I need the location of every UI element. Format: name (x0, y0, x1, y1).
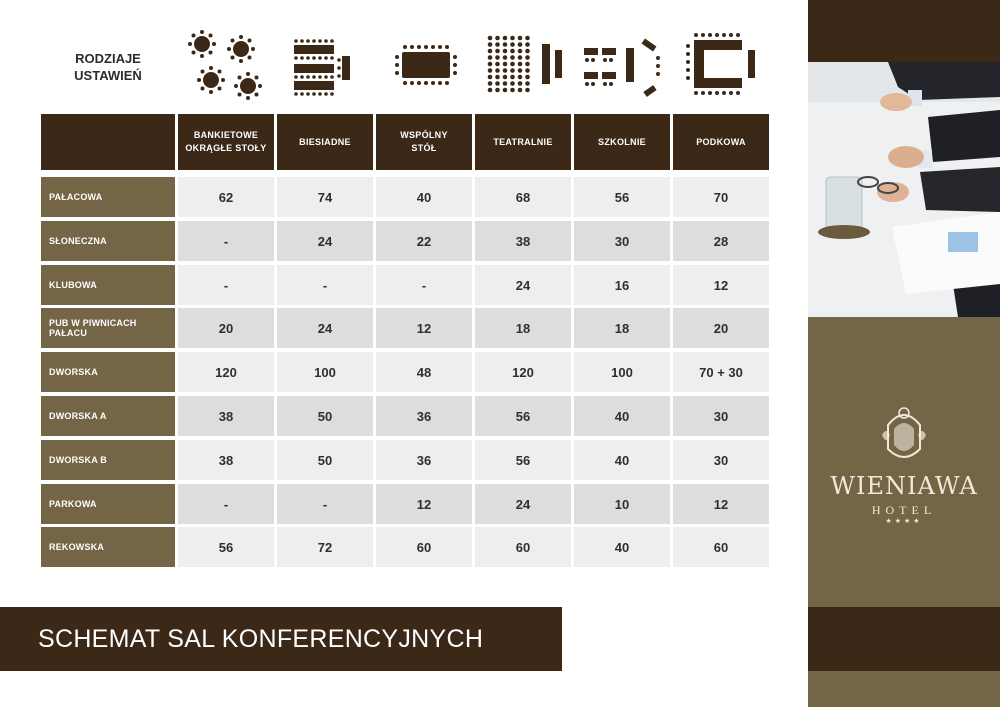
table-cell: 72 (277, 527, 373, 567)
table-cell: 56 (178, 527, 274, 567)
table-cell: 30 (673, 396, 769, 436)
table-cell: - (277, 484, 373, 524)
table-cell: 12 (673, 265, 769, 305)
footer-title: SCHEMAT SAL KONFERENCYJNYCH (0, 607, 562, 671)
column-header (178, 114, 274, 170)
row-label: PAŁACOWA (41, 177, 175, 217)
horseshoe-icon (684, 28, 760, 100)
table-cell: 38 (475, 221, 571, 261)
banquet-round-tables-icon (186, 28, 266, 100)
table-cell: 56 (475, 440, 571, 480)
table-cell: 24 (475, 484, 571, 524)
column-header-label (696, 136, 746, 149)
row-label: PARKOWA (41, 484, 175, 524)
table-cell: 38 (178, 440, 274, 480)
table-cell: - (178, 221, 274, 261)
column-header-line1: SZKOLNIE (598, 136, 646, 147)
table-cell: 30 (574, 221, 670, 261)
table-cell: 50 (277, 440, 373, 480)
table-cell: 30 (673, 440, 769, 480)
table-cell: 56 (574, 177, 670, 217)
column-header-label (185, 129, 266, 155)
types-label (58, 50, 158, 84)
table-cell: 36 (376, 440, 472, 480)
theatre-seating-icon (484, 28, 566, 100)
table-cell: 56 (475, 396, 571, 436)
table-cell: 50 (277, 396, 373, 436)
table-cell: 12 (673, 484, 769, 524)
row-label: PUB W PIWNICACH PAŁACU (41, 308, 175, 348)
column-header (673, 114, 769, 170)
feast-tables-icon (290, 28, 360, 100)
table-cell: 18 (475, 308, 571, 348)
column-header-line2: OKRĄGŁE STOŁY (185, 143, 267, 153)
table-cell: 20 (673, 308, 769, 348)
brand-name: WIENIAWA (830, 472, 978, 500)
table-cell: - (178, 484, 274, 524)
table-cell: 48 (376, 352, 472, 392)
table-cell: 62 (178, 177, 274, 217)
table-cell: 24 (277, 221, 373, 261)
table-cell: 12 (376, 308, 472, 348)
column-header-label (299, 136, 351, 149)
table-cell: - (376, 265, 472, 305)
types-label-line1: RODZIAJE (75, 51, 141, 66)
column-header (475, 114, 571, 170)
column-header-line1: TEATRALNIE (493, 136, 553, 147)
crest-icon (880, 405, 928, 467)
table-header-corner (41, 114, 175, 170)
table-cell: 70 (673, 177, 769, 217)
right-panel-top (808, 0, 1000, 62)
shared-table-icon (393, 28, 459, 100)
table-cell: 68 (475, 177, 571, 217)
column-header-line1: BIESIADNE (299, 136, 351, 147)
right-panel-dark (808, 607, 1000, 671)
column-header-line2: STÓŁ (411, 143, 437, 153)
table-cell: 28 (673, 221, 769, 261)
table-cell: - (277, 265, 373, 305)
classroom-seating-icon (578, 28, 668, 100)
table-cell: 40 (574, 396, 670, 436)
row-label: REKOWSKA (41, 527, 175, 567)
table-cell: 60 (376, 527, 472, 567)
table-cell: 100 (574, 352, 670, 392)
table-cell: 74 (277, 177, 373, 217)
table-cell: 60 (673, 527, 769, 567)
column-header-line1: PODKOWA (696, 136, 746, 147)
row-label: KLUBOWA (41, 265, 175, 305)
row-label: DWORSKA B (41, 440, 175, 480)
table-cell: 100 (277, 352, 373, 392)
table-cell: - (178, 265, 274, 305)
row-label: DWORSKA A (41, 396, 175, 436)
table-cell: 24 (277, 308, 373, 348)
types-label-line2: USTAWIEŃ (74, 68, 142, 83)
table-cell: 18 (574, 308, 670, 348)
table-cell: 20 (178, 308, 274, 348)
table-cell: 60 (475, 527, 571, 567)
column-header (574, 114, 670, 170)
table-cell: 10 (574, 484, 670, 524)
table-cell: 40 (376, 177, 472, 217)
table-cell: 38 (178, 396, 274, 436)
table-cell: 120 (178, 352, 274, 392)
table-cell: 24 (475, 265, 571, 305)
table-cell: 120 (475, 352, 571, 392)
brand-sub: HOTEL (871, 503, 937, 517)
meeting-photo (808, 62, 1000, 317)
table-cell: 40 (574, 527, 670, 567)
table-cell: 12 (376, 484, 472, 524)
table-cell: 40 (574, 440, 670, 480)
right-panel-bottom (808, 671, 1000, 707)
row-label: DWORSKA (41, 352, 175, 392)
row-label: SŁONECZNA (41, 221, 175, 261)
column-header-label (598, 136, 646, 149)
column-header-label (400, 129, 448, 155)
table-cell: 22 (376, 221, 472, 261)
column-header (277, 114, 373, 170)
column-header-line1: BANKIETOWE (193, 130, 259, 140)
table-cell: 16 (574, 265, 670, 305)
column-header (376, 114, 472, 170)
table-cell: 36 (376, 396, 472, 436)
column-header-line1: WSPÓLNY (400, 130, 448, 140)
table-cell: 70 + 30 (673, 352, 769, 392)
column-header-label (493, 136, 552, 149)
brand-stars: ★★★★ (885, 517, 923, 525)
